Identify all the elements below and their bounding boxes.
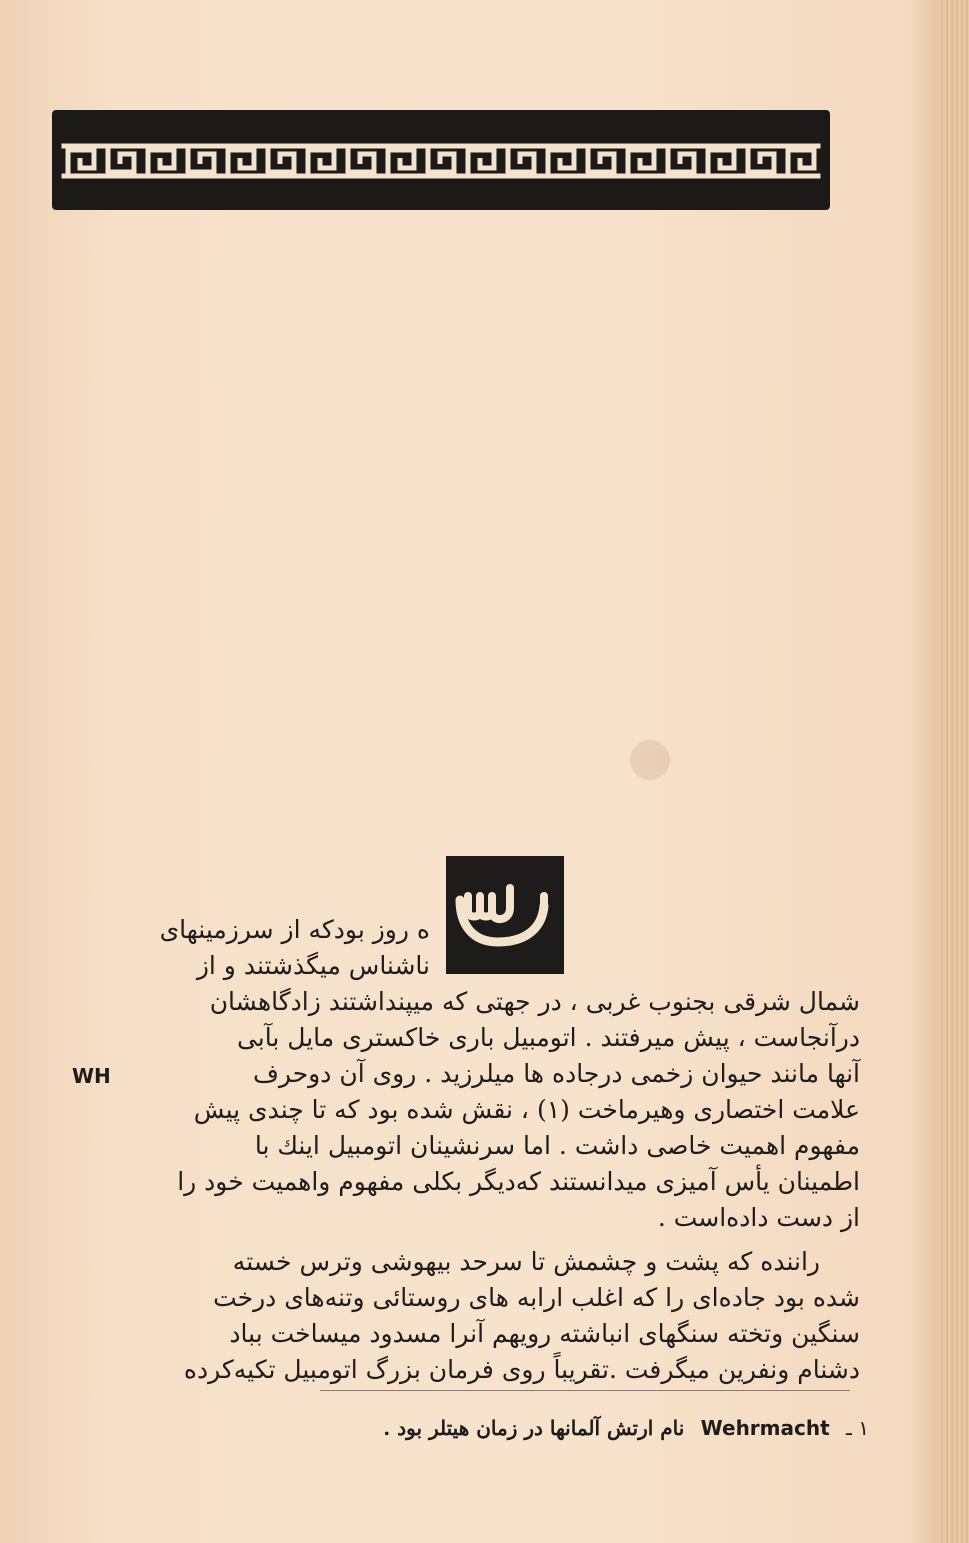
- meander-motif: [548, 150, 574, 176]
- paragraph-line: شمال شرقی بجنوب غربی ، در جهتی که میپنداشتند زادگاهشان: [209, 987, 860, 1016]
- meander-motif: [348, 146, 374, 172]
- footnote-rule: [320, 1390, 850, 1391]
- footnote-number: ۱ ـ: [846, 1416, 869, 1440]
- paragraph-1: [70, 984, 860, 1236]
- paragraph-line: شده بود جاده‌ای را که اغلب ارابه های روستائی وتنه‌های درخت: [213, 1283, 860, 1312]
- page-edge: [939, 0, 969, 1543]
- meander-motif: [108, 146, 134, 172]
- meander-motif: [788, 150, 814, 176]
- meander-motif: [708, 150, 734, 176]
- paragraph-line: اطمینان یأس آمیزی میدانستند که‌دیگر بکلی مفهوم واهمیت خود را: [177, 1167, 860, 1196]
- footnote-text: نام ارتش آلمانها در زمان هیتلر بود .: [383, 1416, 685, 1440]
- intro-line-1: ه روز بودکه از سرزمینهای: [159, 915, 430, 944]
- paragraph-line: سنگین وتخته سنگهای انباشته رویهم آنرا مسدود میساخت بباد: [229, 1319, 860, 1348]
- footnote-term: Wehrmacht: [700, 1416, 830, 1440]
- ornamental-header-band: [52, 110, 830, 210]
- paragraph-line: آنها مانند حیوان زخمی درجاده ها میلرزید . روی آن دوحرف: [253, 1059, 860, 1088]
- meander-motif: [468, 150, 494, 176]
- paragraph-line: علامت اختصاری وهیرماخت (۱) ، نقش شده بود که تا چندی پیش: [193, 1095, 860, 1124]
- meander-motif: [388, 150, 414, 176]
- meander-motif: [668, 146, 694, 172]
- meander-motif: [508, 146, 534, 172]
- paragraph-line: دشنام ونفرین میگرفت .تقریباً روی فرمان بزرگ اتومبیل تکیه‌کرده: [183, 1355, 860, 1384]
- meander-motif: [148, 150, 174, 176]
- meander-motif: [308, 150, 334, 176]
- intro-lines: [70, 912, 430, 984]
- meander-motif: [188, 146, 214, 172]
- wh-letters: WH: [72, 1064, 111, 1088]
- paragraph-2: [70, 1244, 860, 1388]
- meander-motif: [68, 150, 94, 176]
- paragraph-line: درآنجاست ، پیش میرفتند . اتومبیل باری خاکستری مایل بآبی: [236, 1023, 860, 1052]
- meander-border-icon: [52, 110, 830, 210]
- paper-stain: [630, 740, 670, 780]
- meander-motif: [228, 150, 254, 176]
- intro-line-2: ناشناس میگذشتند و از: [196, 951, 430, 980]
- drop-cap: [446, 856, 564, 974]
- drop-cap-letter-art: [446, 856, 564, 974]
- meander-motif: [628, 150, 654, 176]
- meander-motif: [588, 146, 614, 172]
- meander-motif: [428, 146, 454, 172]
- meander-motif: [268, 146, 294, 172]
- paragraph-line: مفهوم اهمیت خاصی داشت . اما سرنشینان اتومبیل اینك با: [254, 1131, 860, 1160]
- drop-cap-text: س: [536, 954, 554, 970]
- paragraph-line: از دست داده‌است .: [657, 1203, 860, 1232]
- meander-motif: [748, 146, 774, 172]
- paragraph-line: راننده که پشت و چشمش تا سرحد بیهوشی وترس خسته: [232, 1247, 820, 1276]
- footnote: [383, 1416, 869, 1440]
